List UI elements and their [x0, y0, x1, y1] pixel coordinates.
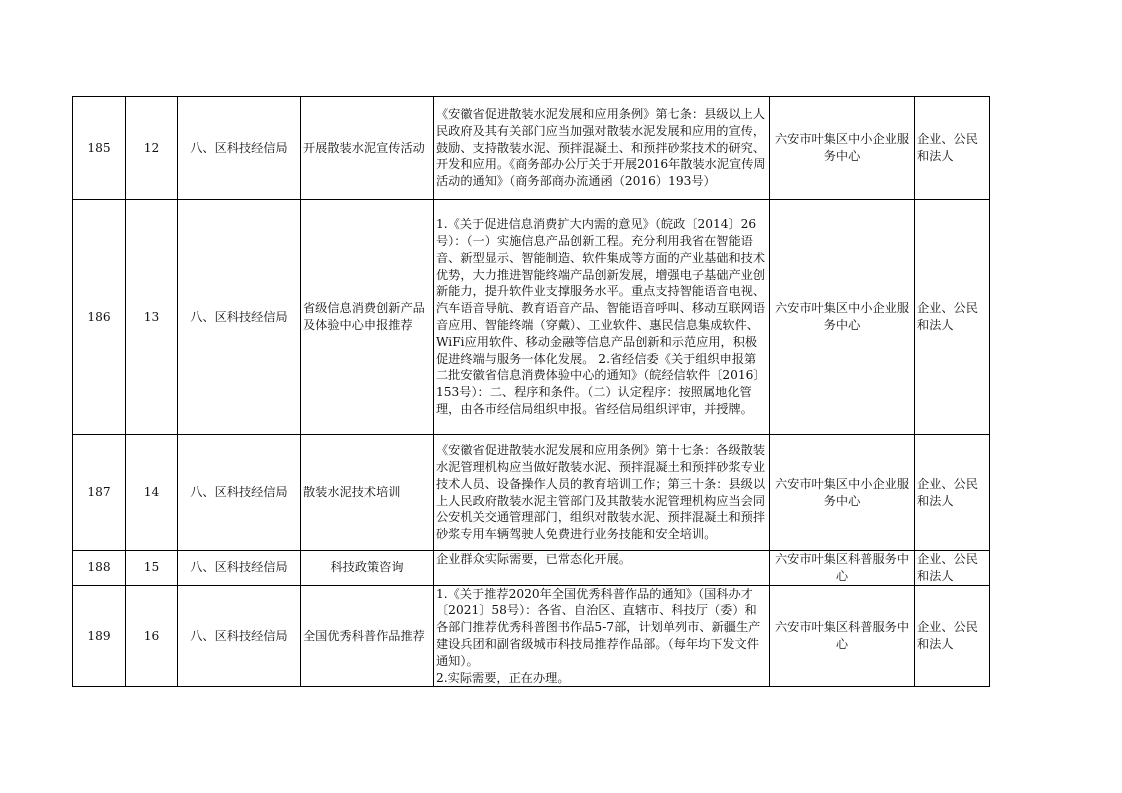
item-cell: 全国优秀科普作品推荐	[301, 585, 434, 687]
object-cell: 企业、公民和法人	[915, 200, 990, 435]
sub-seq-cell: 13	[126, 200, 178, 435]
basis-cell: 《安徽省促进散装水泥发展和应用条例》第十七条：各级散装水泥管理机构应当做好散装水泥、预拌混凝土和预拌砂浆专业技术人员、设备操作人员的教育培训工作；第三十条：县级以上人民政府散装水泥主管部门及其散装水泥管理机构应当会同公安机关交通管理部门，组织对散装水泥、预拌混凝土和预拌砂浆专用车辆驾驶人免费进行业务技能和安全培训。	[434, 435, 770, 551]
object-cell: 企业、公民和法人	[915, 585, 990, 687]
table-row	[73, 97, 990, 200]
basis-cell: 《安徽省促进散装水泥发展和应用条例》第七条：县级以上人民政府及其有关部门应当加强对散装水泥发展和应用的宣传，鼓励、支持散装水泥、预拌混凝土、和预拌砂浆技术的研究、开发和应用。《商务部办公厅关于开展2016年散装水泥宣传周活动的通知》（商务部商办流通函（2016）193号）	[434, 97, 770, 200]
basis-cell: 企业群众实际需要，已常态化开展。	[434, 551, 770, 586]
table-row	[73, 551, 990, 586]
sub-seq-cell: 14	[126, 435, 178, 551]
dept-cell: 八、区科技经信局	[178, 551, 301, 586]
object-cell: 企业、公民和法人	[915, 435, 990, 551]
object-cell: 企业、公民和法人	[915, 551, 990, 586]
seq-cell: 187	[73, 435, 126, 551]
unit-cell: 六安市叶集区中小企业服务中心	[770, 200, 915, 435]
basis-cell: 1.《关于推荐2020年全国优秀科普作品的通知》（国科办才〔2021〕58号）：各省、自治区、直辖市、科技厅（委）和各部门推荐优秀科普图书作品5-7部，计划单列市、新疆生产建设兵团和副省级城市科技局推荐作品部。（每年均下发文件通知）。 2.实际需要，正在办理。	[434, 585, 770, 687]
item-cell: 科技政策咨询	[301, 551, 434, 586]
unit-cell: 六安市叶集区中小企业服务中心	[770, 97, 915, 200]
item-cell: 省级信息消费创新产品及体验中心申报推荐	[301, 200, 434, 435]
seq-cell: 189	[73, 585, 126, 687]
sub-seq-cell: 16	[126, 585, 178, 687]
seq-cell: 186	[73, 200, 126, 435]
object-cell: 企业、公民和法人	[915, 97, 990, 200]
seq-cell: 185	[73, 97, 126, 200]
dept-cell: 八、区科技经信局	[178, 435, 301, 551]
unit-cell: 六安市叶集区科普服务中心	[770, 551, 915, 586]
sub-seq-cell: 15	[126, 551, 178, 586]
seq-cell: 188	[73, 551, 126, 586]
table-row	[73, 585, 990, 687]
table-row	[73, 200, 990, 435]
unit-cell: 六安市叶集区中小企业服务中心	[770, 435, 915, 551]
item-cell: 开展散装水泥宣传活动	[301, 97, 434, 200]
basis-cell: 1.《关于促进信息消费扩大内需的意见》（皖政〔2014〕26号）：（一）实施信息产品创新工程。充分利用我省在智能语音、新型显示、智能制造、软件集成等方面的产业基础和技术优势，大力推进智能终端产品创新发展，增强电子基础产业创新能力，提升软件业支撑服务水平。重点支持智能语音电视、汽车语音导航、教育语音产品、智能语音呼叫、移动互联网语音应用、智能终端（穿戴）、工业软件、惠民信息集成软件、WiFi应用软件、移动金融等信息产品创新和示范应用，积极促进终端与服务一体化发展。 2.省经信委《关于组织申报第二批安徽省信息消费体验中心的通知》（皖经信软件〔2016〕153号）：二、程序和条件。（二）认定程序：按照属地化管理，由各市经信局组织申报。省经信局组织评审，并授牌。	[434, 200, 770, 435]
unit-cell: 六安市叶集区科普服务中心	[770, 585, 915, 687]
item-cell: 散装水泥技术培训	[301, 435, 434, 551]
table-row	[73, 435, 990, 551]
dept-cell: 八、区科技经信局	[178, 585, 301, 687]
service-table	[72, 96, 990, 687]
dept-cell: 八、区科技经信局	[178, 200, 301, 435]
dept-cell: 八、区科技经信局	[178, 97, 301, 200]
sub-seq-cell: 12	[126, 97, 178, 200]
